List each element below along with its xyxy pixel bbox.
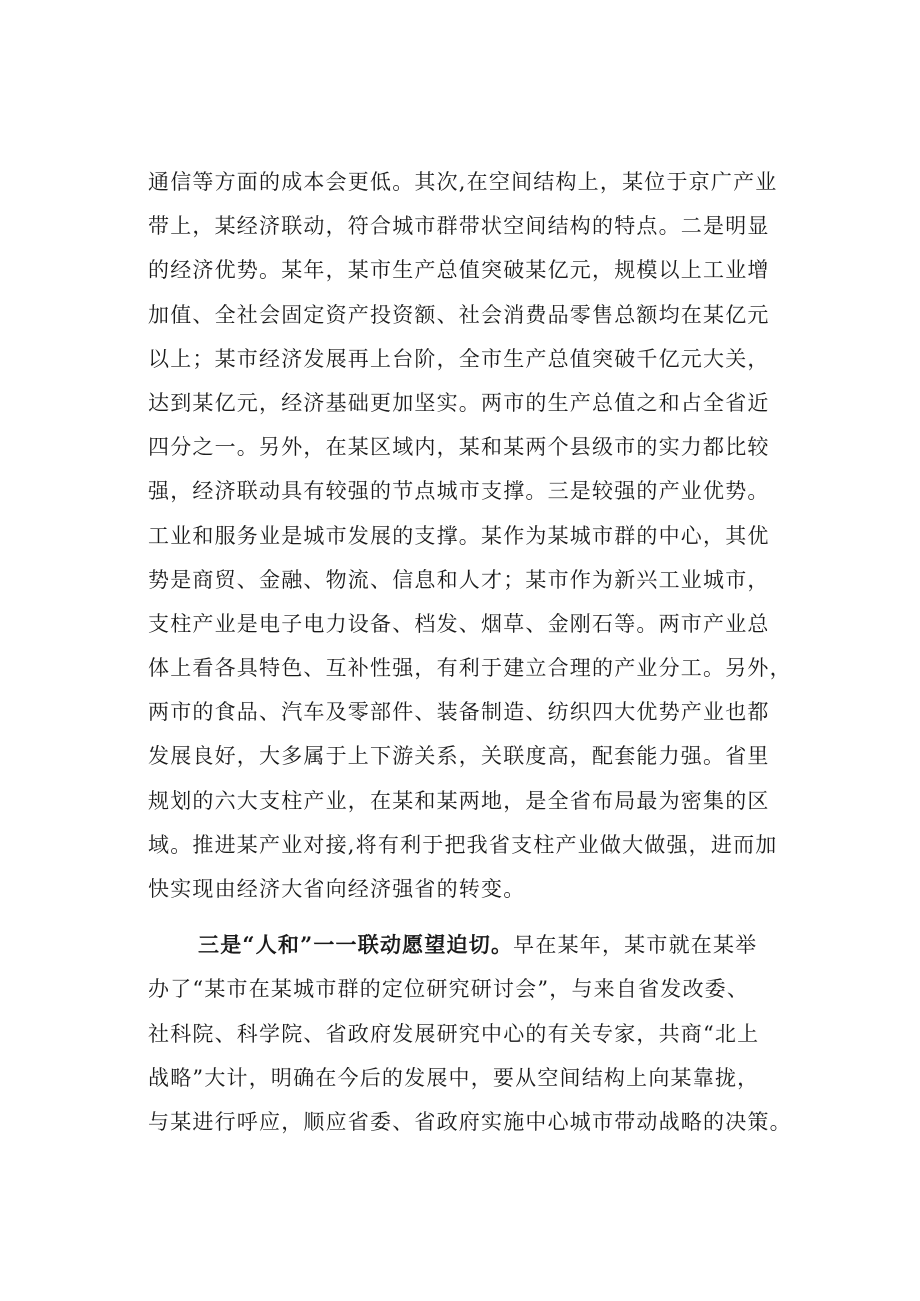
text-line: 四分之一。另外，在某区域内，某和某两个县级市的实力都比较 — [148, 435, 770, 460]
text-line: 与某进行呼应，顺应省委、省政府实施中心城市带动战略的决策。 — [148, 1109, 792, 1134]
text-line: 通信等方面的成本会更低。其次,在空间结构上，某位于京广产业 — [148, 170, 778, 194]
text-line: 达到某亿元，经济基础更加坚实。两市的生产总值之和占全省近 — [148, 390, 770, 415]
text-line: 快实现由经济大省向经济强省的转变。 — [148, 877, 526, 901]
text-line: 加值、全社会固定资产投资额、社会消费品零售总额均在某亿元 — [148, 302, 770, 327]
document-body — [148, 160, 828, 1144]
text-line: 两市的食品、汽车及零部件、装备制造、纺织四大优势产业也都 — [148, 700, 770, 725]
paragraph-first-line — [148, 923, 828, 967]
paragraph-heading: 三是“人和”一一联动愿望迫切。 — [198, 932, 514, 958]
text-line: 强，经济联动具有较强的节点城市支撑。三是较强的产业优势。 — [148, 479, 770, 504]
paragraph-harmony — [148, 923, 828, 1144]
text-line: 办了“某市在某城市群的定位研究研讨会”，与来自省发改委、 — [148, 977, 750, 1002]
text-run: 早在某年，某市就在某举 — [513, 933, 758, 958]
paragraph-spacer — [148, 911, 828, 923]
text-line: 带上，某经济联动，符合城市群带状空间结构的特点。二是明显 — [148, 214, 770, 239]
text-line: 规划的六大支柱产业，在某和某两地，是全省布局最为密集的区 — [148, 788, 770, 813]
text-line: 以上；某市经济发展再上台阶，全市生产总值突破千亿元大关， — [148, 346, 770, 371]
text-line: 战略”大计，明确在今后的发展中，要从空间结构上向某靠拢， — [148, 1065, 760, 1090]
text-line: 支柱产业是电子电力设备、档发、烟草、金刚石等。两市产业总 — [148, 611, 770, 636]
text-line: 工业和服务业是城市发展的支撑。某作为某城市群的中心，其优 — [148, 523, 770, 548]
text-line: 的经济优势。某年，某市生产总值突破某亿元，规模以上工业增 — [148, 258, 770, 283]
text-line: 体上看各具特色、互补性强，有利于建立合理的产业分工。另外， — [148, 656, 792, 681]
text-line: 势是商贸、金融、物流、信息和人才；某市作为新兴工业城市， — [148, 567, 770, 592]
text-line: 发展良好，大多属于上下游关系，关联度高，配套能力强。省里 — [148, 744, 770, 769]
text-line: 社科院、科学院、省政府发展研究中心的有关专家，共商“北上 — [148, 1021, 760, 1046]
paragraph-economic-advantages — [148, 160, 828, 911]
text-line: 域。推进某产业对接,将有利于把我省支柱产业做大做强，进而加 — [148, 832, 778, 857]
